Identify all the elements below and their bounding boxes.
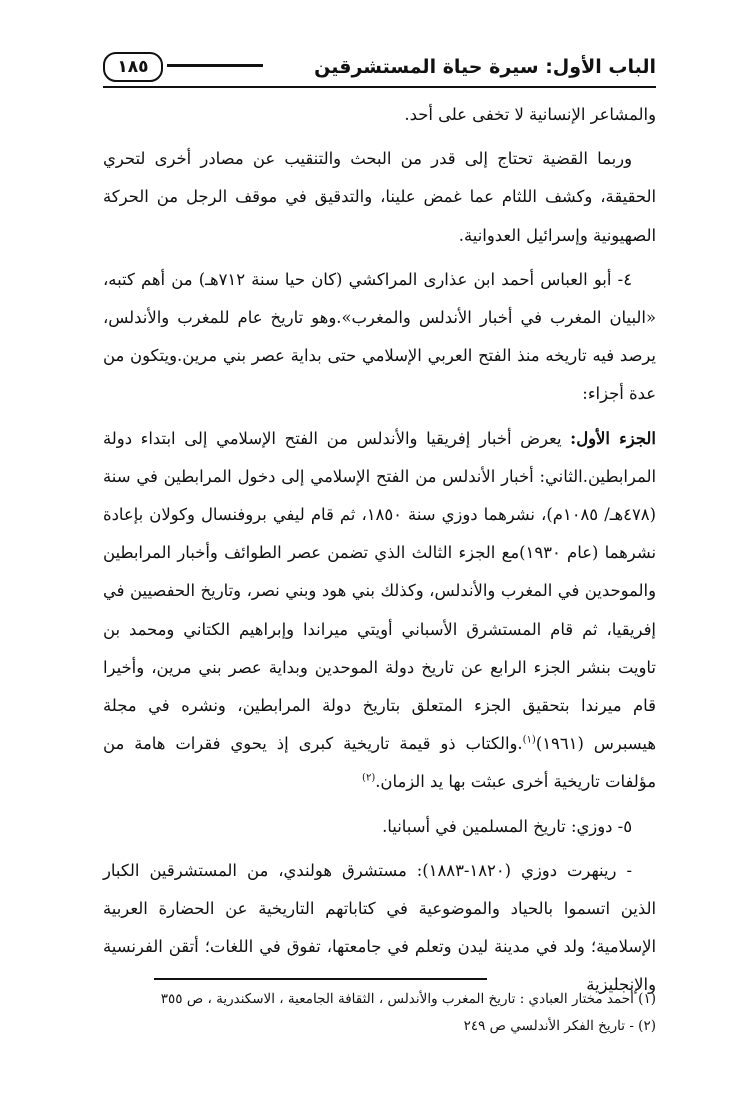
paragraph-5: ٥- دوزي: تاريخ المسلمين في أسبانيا.	[382, 816, 632, 836]
paragraph-1: والمشاعر الإنسانية لا تخفى على أحد.	[404, 105, 656, 124]
footnote-2: (٢) - تاريخ الفكر الأندلسي ص ٢٤٩	[463, 1018, 656, 1034]
paragraph-4-text: يعرض أخبار إفريقيا والأندلس من الفتح الإسلامي إلى ابتداء دولة المرابطين.الثاني: أخبار الأندلس من الفتح الإسلامي إلى دخول المرابطين في سنة (٤٧٨هـ/ ١٠٨٥م)، نشرهما دوزي سنة ١٨٥٠، ثم قام ليفي بروفنسال وكولان بإعادة نشرهما (عام ١٩٣٠)مع الجزء الثالث الذي تضمن عصر الطوائف وأخبار المرابطين والموحدين في المغرب والأندلس، وكذلك بني هود وبني نصر، وتاريخ الحفصيين في إفريقيا، ثم قام المستشرق الأسباني أويتي ميراندا وإبراهيم الكتاني ومحمد بن تاويت بنشر الجزء الرابع عن تاريخ دولة الموحدين وبداية عصر بني مرين، وأخيرا قام ميرندا بتحقيق الجزء المتعلق بتاريخ دولة المرابطين، ونشره في مجلة هيسبرس (١٩٦١)	[103, 428, 656, 754]
page-header	[103, 50, 656, 86]
body-text	[103, 96, 656, 1005]
footnotes	[103, 986, 656, 1040]
paragraph-6: - رينهرت دوزي (١٨٢٠-١٨٨٣): مستشرق هولندي، من المستشرقين الكبار الذين اتسموا بالحياد والموضوعية في كتاباتهم التاريخية عن الحضارة العربية الإسلامية؛ ولد في مدينة ليدن وتعلم في جامعتها، تفوق في اللغات؛ أتقن الفرنسية والإنجليزية	[103, 860, 656, 995]
header-rule	[103, 86, 656, 88]
page-number: ١٨٥	[103, 52, 163, 82]
paragraph-3: ٤- أبو العباس أحمد ابن عذارى المراكشي (كان حيا سنة ٧١٢هـ) من أهم كتبه، «البيان المغرب في أخبار الأندلس والمغرب».وهو تاريخ عام للمغرب والأندلس، يرصد فيه تاريخه منذ الفتح العربي الإسلامي حتى بداية عصر بني مرين.ويتكون من عدة أجزاء:	[103, 269, 656, 404]
paragraph-2: وربما القضية تحتاج إلى قدر من البحث والتنقيب عن مصادر أخرى لتحري الحقيقة، وكشف اللثام عما غمض علينا، والتدقيق في موقف الرجل من الحركة الصهيونية وإسرائيل العدوانية.	[103, 149, 656, 245]
footnote-1: (١) أحمد مختار العبادي : تاريخ المغرب والأندلس ، الثقافة الجامعية ، الاسكندرية ، ص ٣٥٥	[160, 991, 656, 1007]
paragraph-4	[103, 420, 656, 802]
footnote-rule	[154, 978, 487, 980]
part-one-label: الجزء الأول:	[570, 428, 656, 448]
header-ornament-rule	[167, 64, 263, 67]
running-title: الباب الأول: سيرة حياة المستشرقين	[314, 56, 656, 78]
footnote-ref-2[interactable]: (٢)	[362, 772, 376, 784]
paragraph-4-text-end: .والكتاب ذو قيمة تاريخية كبرى إذ يحوي فقرات هامة من مؤلفات تاريخية أخرى عبثت بها يد الزمان.	[103, 734, 656, 792]
footnote-ref-1[interactable]: (١)	[522, 734, 536, 746]
